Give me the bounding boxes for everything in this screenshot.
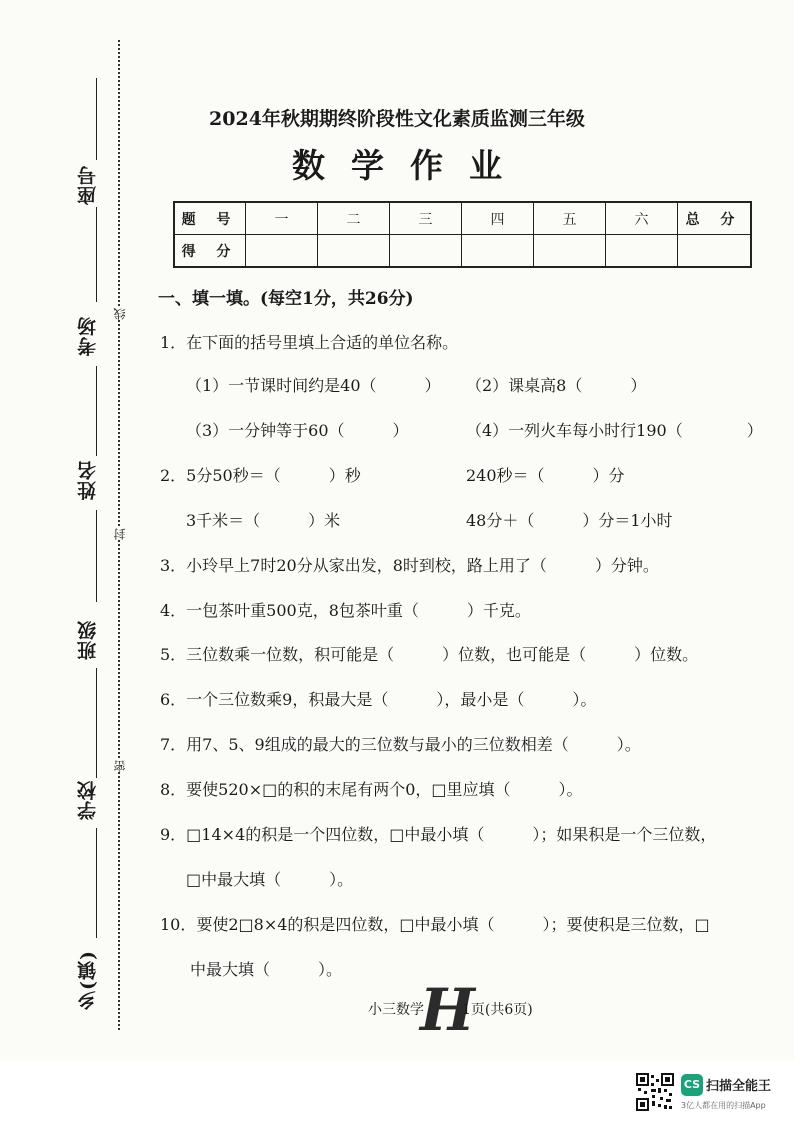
question-2-part-1: 2．5分50秒＝（ ）秒 bbox=[160, 466, 361, 485]
question-10-line-1: 10．要使2□8×4的积是四位数，□中最小填（ ）；要使积是三位数，□ bbox=[160, 915, 710, 934]
score-col-1: 一 bbox=[246, 202, 318, 235]
question-1-part-3: （3）一分钟等于60（ ） bbox=[186, 421, 409, 440]
question-9-line-1: 9．□14×4的积是一个四位数，□中最小填（ ）；如果积是一个三位数， bbox=[160, 825, 717, 844]
name-line bbox=[96, 510, 97, 602]
section-1-heading: 一、填一填。(每空1分，共26分) bbox=[158, 289, 414, 309]
camscanner-logo-icon: CS bbox=[681, 1074, 703, 1096]
score-cell[interactable] bbox=[534, 235, 606, 268]
town-label: 乡(镇) bbox=[77, 950, 99, 1010]
bind-line-char: 线 bbox=[113, 308, 127, 320]
score-cell[interactable] bbox=[606, 235, 678, 268]
score-cell[interactable] bbox=[390, 235, 462, 268]
question-2-part-3: 3千米＝（ ）米 bbox=[186, 511, 341, 530]
question-6: 6．一个三位数乘9，积最大是（ ），最小是（ ）。 bbox=[160, 690, 597, 709]
score-row-label: 得 分 bbox=[174, 235, 246, 268]
score-cell[interactable] bbox=[318, 235, 390, 268]
footer-page-number: 1页(共6页) bbox=[462, 1002, 533, 1018]
bind-secret-char: 密 bbox=[113, 760, 127, 772]
score-col-3: 三 bbox=[390, 202, 462, 235]
footer-subject: 小三数学 bbox=[368, 1002, 424, 1018]
score-cell[interactable] bbox=[462, 235, 534, 268]
question-1: 1．在下面的括号里填上合适的单位名称。 bbox=[160, 333, 459, 352]
seat-label: 座号 bbox=[77, 165, 99, 205]
score-table-header-row bbox=[174, 202, 751, 235]
score-col-4: 四 bbox=[462, 202, 534, 235]
bind-seal-char: 封 bbox=[113, 528, 127, 540]
scanner-band bbox=[0, 1062, 794, 1125]
exam-title: 2024年秋期期终阶段性文化素质监测三年级 bbox=[209, 108, 585, 130]
score-table bbox=[173, 201, 752, 268]
class-line bbox=[96, 668, 97, 778]
room-line bbox=[96, 366, 97, 456]
score-col-label: 题 号 bbox=[174, 202, 246, 235]
name-label: 姓名 bbox=[77, 460, 99, 500]
camscanner-name: 扫描全能王 bbox=[706, 1079, 772, 1094]
question-2-part-4: 48分＋（ ）分＝1小时 bbox=[466, 511, 673, 530]
score-cell[interactable] bbox=[678, 235, 752, 268]
question-1-part-2: （2）课桌高8（ ） bbox=[466, 376, 647, 395]
question-4: 4．一包茶叶重500克，8包茶叶重（ ）千克。 bbox=[160, 601, 531, 620]
question-3: 3．小玲早上7时20分从家出发，8时到校，路上用了（ ）分钟。 bbox=[160, 556, 659, 575]
school-label: 学校 bbox=[77, 780, 99, 820]
class-label: 班级 bbox=[77, 620, 99, 660]
hand-mark-letter: H bbox=[420, 976, 475, 1044]
question-2-part-2: 240秒＝（ ）分 bbox=[466, 466, 625, 485]
question-5: 5．三位数乘一位数，积可能是（ ）位数，也可能是（ ）位数。 bbox=[160, 645, 699, 664]
question-10-line-2: 中最大填（ ）。 bbox=[190, 960, 343, 979]
score-col-2: 二 bbox=[318, 202, 390, 235]
school-line bbox=[96, 828, 97, 938]
score-cell[interactable] bbox=[246, 235, 318, 268]
score-col-total: 总 分 bbox=[678, 202, 752, 235]
camscanner-tagline: 3亿人都在用的扫描App bbox=[681, 1101, 766, 1110]
score-col-5: 五 bbox=[534, 202, 606, 235]
question-8: 8．要使520×□的积的末尾有两个0，□里应填（ ）。 bbox=[160, 780, 583, 799]
question-9-line-2: □中最大填（ ）。 bbox=[186, 870, 354, 889]
question-7: 7．用7、5、9组成的最大的三位数与最小的三位数相差（ ）。 bbox=[160, 735, 641, 754]
question-1-part-1: （1）一节课时间约是40（ ） bbox=[186, 376, 441, 395]
score-col-6: 六 bbox=[606, 202, 678, 235]
score-table-score-row bbox=[174, 235, 751, 268]
seat-line-lower bbox=[96, 207, 97, 302]
question-1-part-4: （4）一列火车每小时行190（ ） bbox=[466, 421, 763, 440]
qr-code-icon bbox=[636, 1073, 674, 1111]
exam-subject: 数学作业 bbox=[292, 146, 528, 185]
room-label: 考场 bbox=[77, 316, 99, 356]
